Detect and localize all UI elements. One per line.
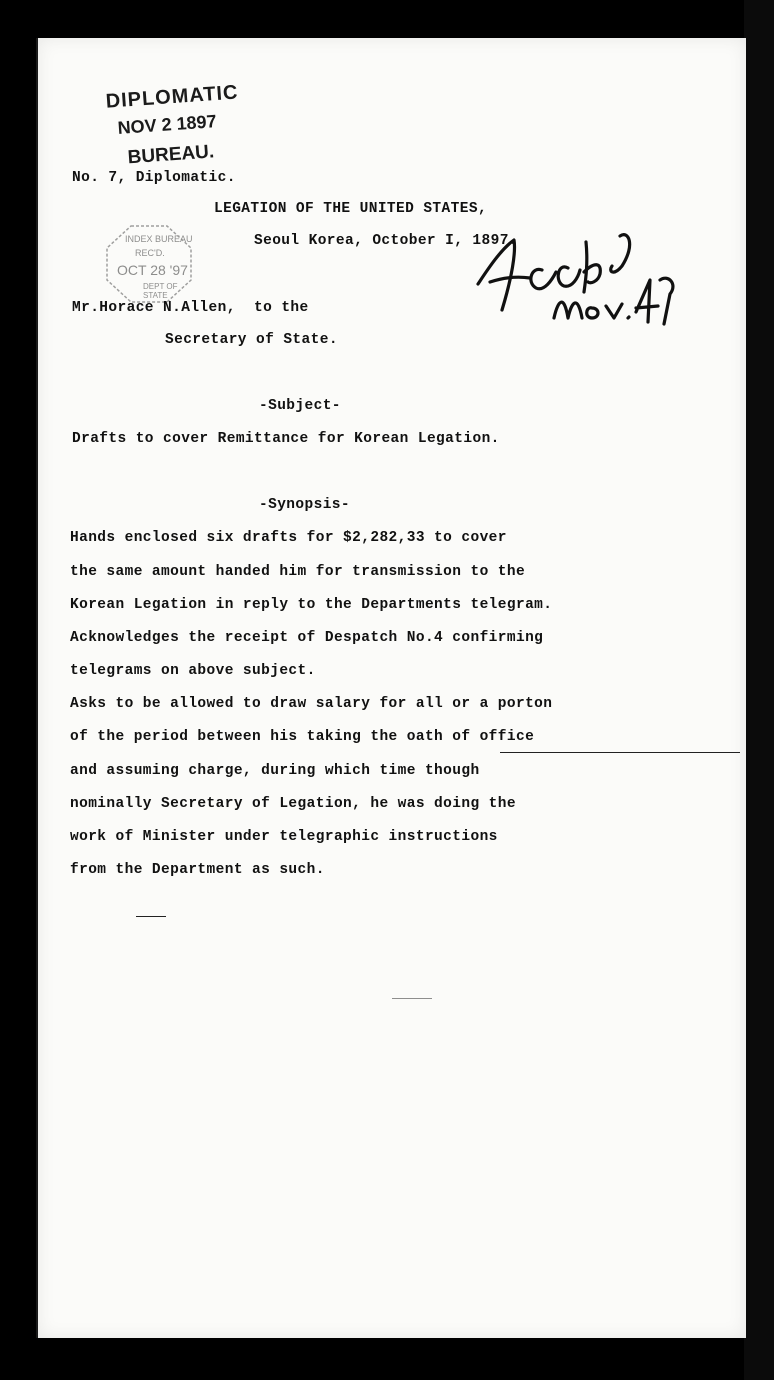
synopsis-line: the same amount handed him for transmission to the [70,564,526,580]
subject-text: Drafts to cover Remittance for Korean Legation. [72,431,500,447]
despatch-number: No. 7, Diplomatic. [72,170,236,186]
synopsis-line: Korean Legation in reply to the Departments telegram. [70,597,553,613]
synopsis-line: Hands enclosed six drafts for $2,282,33 to cover [70,530,507,546]
diplomatic-bureau-stamp [97,81,253,181]
synopsis-line: of the period between his taking the oath of office [70,729,535,745]
synopsis-heading: -Synopsis- [259,497,351,513]
synopsis-line: and assuming charge, during which time though [70,763,480,779]
synopsis-line: work of Minister under telegraphic instructions [70,829,498,845]
scan-artifact [136,916,166,917]
synopsis-line: nominally Secretary of Legation, he was doing the [70,796,516,812]
scan-artifact [500,752,740,753]
stamp-line-1: DIPLOMATIC [105,81,240,113]
scan-artifact [392,998,432,999]
sender-line: Mr.Horace N.Allen, to the [72,300,309,316]
stamp-line-3: BUREAU. [127,141,215,169]
place-and-date: Seoul Korea, October I, 1897. [254,233,518,249]
stamp-date: NOV 2 1897 [116,111,218,138]
synopsis-line: telegrams on above subject. [70,663,316,679]
seal-date: OCT 28 '97 [117,262,188,278]
seal-line-4: DEPT OF STATE [143,282,178,300]
synopsis-line: from the Department as such. [70,862,325,878]
legation-heading: LEGATION OF THE UNITED STATES, [214,201,488,217]
microfilm-edge [744,0,774,1380]
synopsis-line: Acknowledges the receipt of Despatch No.4 confirming [70,630,544,646]
index-bureau-seal [105,224,193,304]
recipient-line: Secretary of State. [165,332,338,348]
subject-heading: -Subject- [259,398,341,414]
seal-line-2: REC'D. [135,248,165,258]
synopsis-line: Asks to be allowed to draw salary for all or a porton [70,696,553,712]
seal-line-1: INDEX BUREAU [125,234,193,244]
